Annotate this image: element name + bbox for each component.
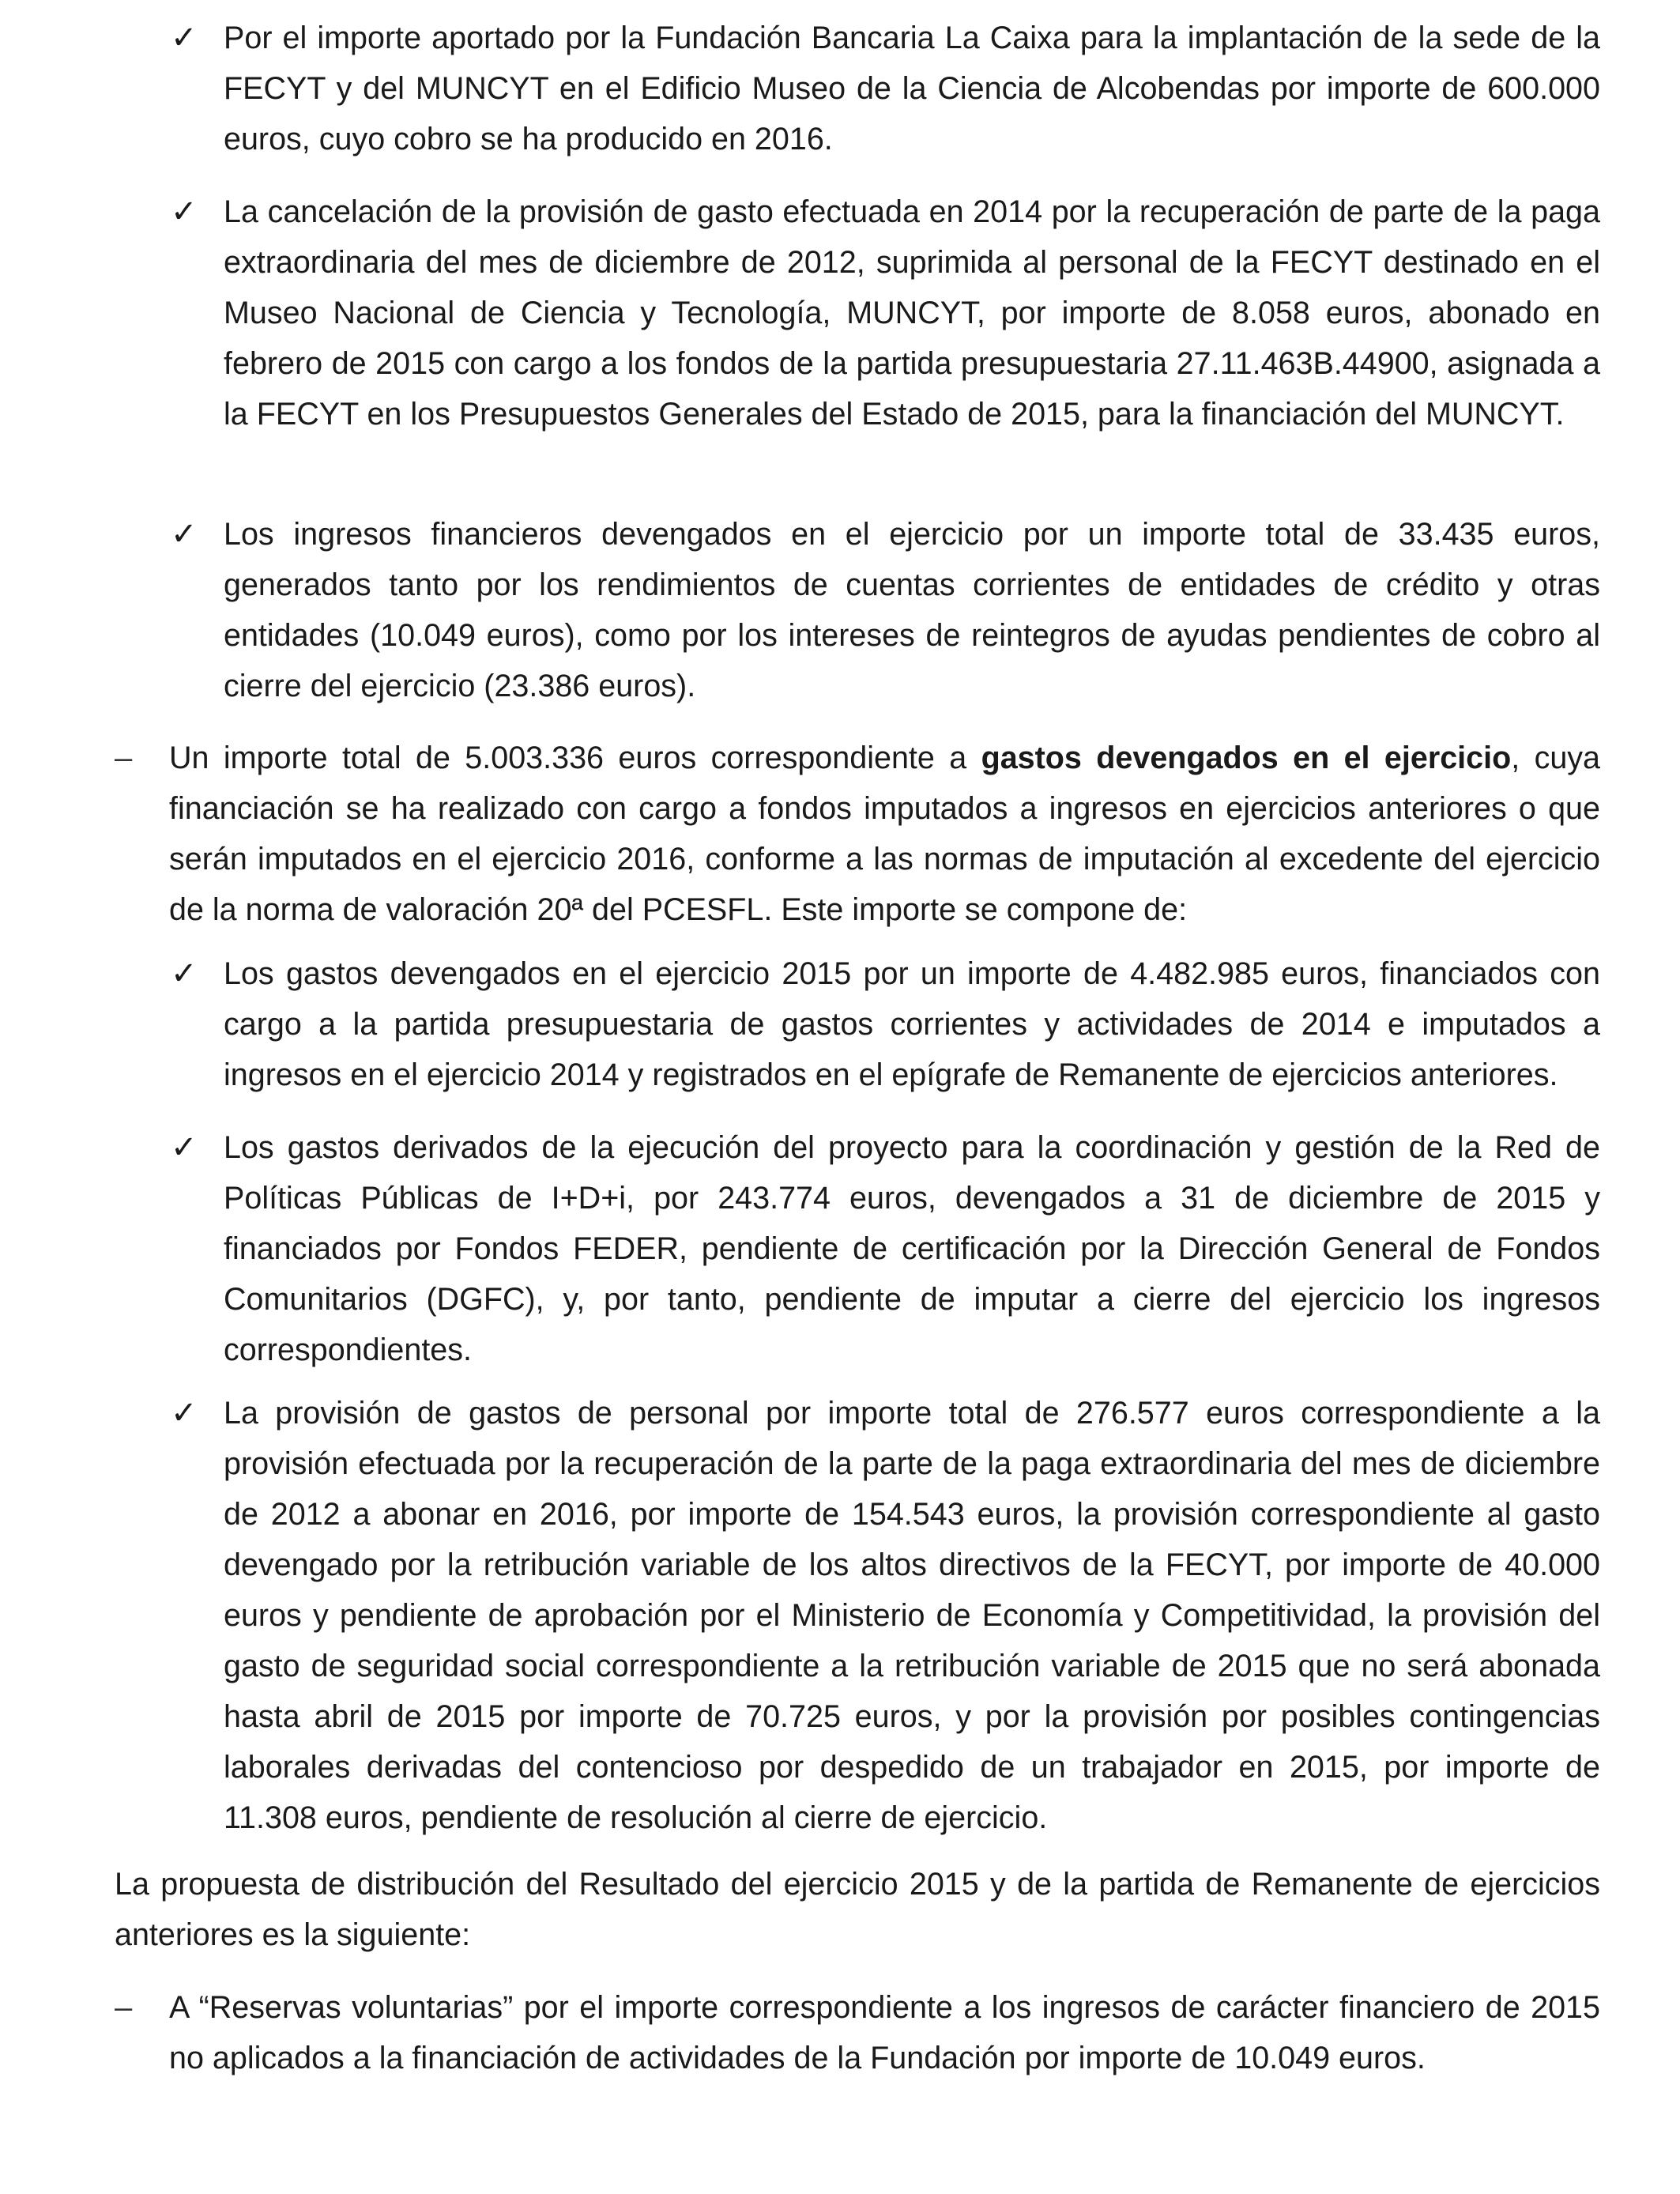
dash-bullet-icon: – <box>115 1990 133 2025</box>
check-item-cancelacion-provision: La cancelación de la provisión de gasto efectuada en 2014 por la recuperación de parte de la paga extraordinaria del mes de diciembre de 2012, suprimida al personal de la FECYT destinado en el Museo Nacional de Ciencia y Tecnología, MUNCYT, por importe de 8.058 euros, abonado en febrero de 2015 con cargo a los fondos de la partida presupuestaria 27.11.463B.44900, asignada a la FECYT en los Presupuestos Generales del Estado de 2015, para la financiación del MUNCYT. <box>224 194 1600 432</box>
checkmark-icon: ✓ <box>171 1130 198 1165</box>
checkmark-icon: ✓ <box>171 1396 198 1431</box>
checkmark-icon: ✓ <box>171 956 198 991</box>
check-item-gastos-2015: Los gastos devengados en el ejercicio 2015 por un importe de 4.482.985 euros, financiados con cargo a la partida presupuestaria de gastos corrientes y actividades de 2014 e imputados a ingresos en el ejercicio 2014 y registrados en el epígrafe de Remanente de ejercicios anteriores. <box>224 956 1600 1092</box>
check-item-red-politicas: Los gastos derivados de la ejecución del proyecto para la coordinación y gestión de la Red de Políticas Públicas de I+D+i, por 243.774 euros, devengados a 31 de diciembre de 2015 y financiados por Fondos FEDER, pendiente de certificación por la Dirección General de Fondos Comunitarios (DGFC), y, por tanto, pendiente de imputar a cierre del ejercicio los ingresos correspondientes. <box>224 1130 1600 1367</box>
dash-item-reservas-voluntarias: A “Reservas voluntarias” por el importe correspondiente a los ingresos de carácter financiero de 2015 no aplicados a la financiación de actividades de la Fundación por importe de 10.049 euros. <box>169 1990 1600 2075</box>
paragraph-propuesta-distribucion: La propuesta de distribución del Resultado del ejercicio 2015 y de la partida de Remanente de ejercicios anteriores es la siguiente: <box>115 1867 1600 1952</box>
check-item-sede-muncyt: Por el importe aportado por la Fundación Bancaria La Caixa para la implantación de la sede de la FECYT y del MUNCYT en el Edificio Museo de la Ciencia de Alcobendas por importe de 600.000 euros, cuyo cobro se ha producido en 2016. <box>224 21 1600 156</box>
dash-item-text-end: , cuya financiación se ha realizado con cargo a fondos imputados a ingresos en ejercicios anteriores o que serán imputados en el ejercicio 2016, conforme a las normas de imputación al excedente del ejercicio de la norma de valoración 20ª del PCESFL. Este importe se compone de: <box>169 741 1601 927</box>
checkmark-icon: ✓ <box>171 194 198 229</box>
dash-item-gastos-devengados <box>169 733 1600 935</box>
checkmark-icon: ✓ <box>171 517 198 552</box>
check-item-provision-personal: La provisión de gastos de personal por importe total de 276.577 euros correspondiente a la provisión efectuada por la recuperación de la parte de la paga extraordinaria del mes de diciembre de 2012 a abonar en 2016, por importe de 154.543 euros, la provisión correspondiente al gasto devengado por la retribución variable de los altos directivos de la FECYT, por importe de 40.000 euros y pendiente de aprobación por el Ministerio de Economía y Competitividad, la provisión del gasto de seguridad social correspondiente a la retribución variable de 2015 que no será abonada hasta abril de 2015 por importe de 70.725 euros, y por la provisión por posibles contingencias laborales derivadas del contencioso por despedido de un trabajador en 2015, por importe de 11.308 euros, pendiente de resolución al cierre de ejercicio. <box>224 1396 1600 1835</box>
dash-item-bold-phrase: gastos devengados en el ejercicio <box>981 741 1512 775</box>
checkmark-icon: ✓ <box>171 21 198 55</box>
dash-bullet-icon: – <box>115 741 133 775</box>
check-item-ingresos-financieros: Los ingresos financieros devengados en el ejercicio por un importe total de 33.435 euros, generados tanto por los rendimientos de cuentas corrientes de entidades de crédito y otras entidades (10.049 euros), como por los intereses de reintegros de ayudas pendientes de cobro al cierre del ejercicio (23.386 euros). <box>224 517 1600 703</box>
dash-item-text-start: Un importe total de 5.003.336 euros correspondiente a <box>169 741 981 775</box>
